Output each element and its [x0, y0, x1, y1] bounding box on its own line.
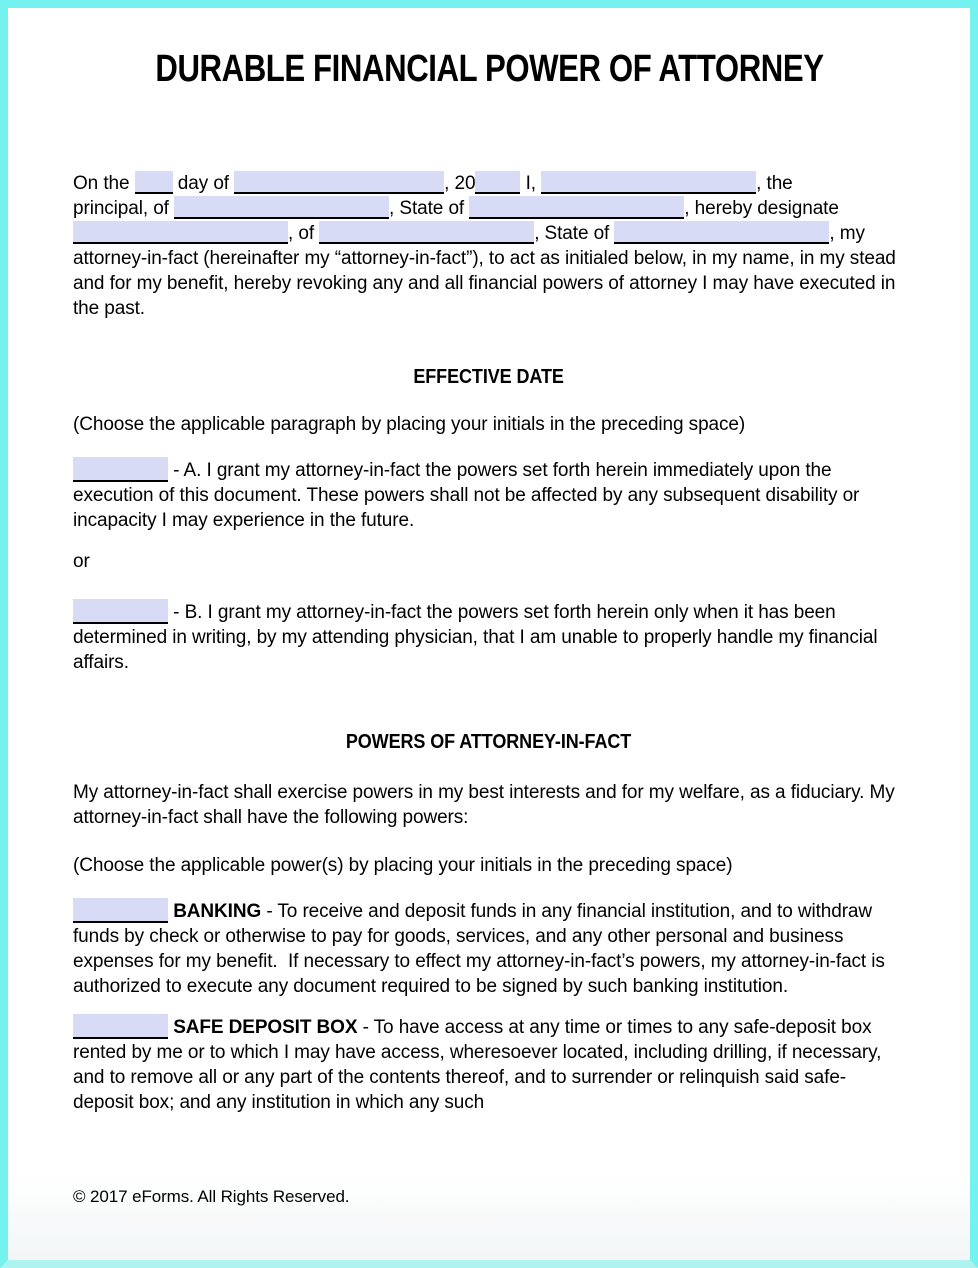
option-a-paragraph	[73, 457, 905, 533]
principal-name-field[interactable]	[541, 171, 756, 194]
powers-instruction: (Choose the applicable power(s) by placing your initials in the preceding space)	[73, 855, 733, 876]
option-a-initials-field[interactable]	[73, 457, 168, 482]
month-field[interactable]	[234, 171, 444, 194]
document-body	[8, 8, 970, 1260]
document-title-text: DURABLE FINANCIAL POWER OF ATTORNEY	[154, 48, 824, 90]
powers-intro: My attorney-in-fact shall exercise powers in my best interests and for my welfare, as a fiduciary. My attorney-in-fact shall have the following powers:	[73, 782, 900, 828]
safe-deposit-initials-field[interactable]	[73, 1014, 168, 1039]
effective-date-instruction: (Choose the applicable paragraph by placing your initials in the preceding space)	[73, 414, 746, 435]
banking-label: BANKING	[173, 901, 262, 922]
safe-deposit-paragraph	[73, 1014, 905, 1115]
option-a-text: - A. I grant my attorney-in-fact the powers set forth herein immediately upon the execution of this document. These powers shall not be affected by any subsequent disability or incapacity I may experience in the future.	[73, 460, 865, 531]
copyright-footer: © 2017 eForms. All Rights Reserved.	[73, 1187, 350, 1206]
option-b-initials-field[interactable]	[73, 599, 168, 624]
day-field[interactable]	[135, 171, 173, 194]
opening-line-2: principal, of , State of , hereby designate	[73, 198, 839, 219]
agent-name-field[interactable]	[73, 221, 288, 244]
year-field[interactable]	[475, 171, 520, 194]
safe-deposit-text: - To have access at any time or times to any safe-deposit box rented by me or to which I may have access, wheresoever located, including drilling, if necessary, and to remove all or any part of the contents thereof, and to surrender or relinquish said safe-deposit box; and any institution in which any such	[73, 1017, 887, 1113]
banking-text: - To receive and deposit funds in any financial institution, and to withdraw funds by check or otherwise to pay for goods, services, and any other personal and business expenses for my benefit. If necessary to effect my attorney-in-fact’s powers, my attorney-in-fact is authorized to execute any document required to be signed by such banking institution.	[73, 901, 890, 997]
opening-continuation: attorney-in-fact (hereinafter my “attorney-in-fact”), to act as initialed below, in my name, in my stead and for my benefit, hereby revoking any and all financial powers of attorney I may have executed in the past.	[73, 248, 901, 319]
powers-heading: POWERS OF ATTORNEY-IN-FACT	[346, 731, 632, 753]
opening-line-1: On the day of , 20 I, , the	[73, 173, 793, 194]
safe-deposit-label: SAFE DEPOSIT BOX	[173, 1017, 358, 1038]
agent-state-field[interactable]	[614, 221, 829, 244]
principal-state-field[interactable]	[469, 196, 684, 219]
banking-initials-field[interactable]	[73, 898, 168, 923]
opening-paragraph	[73, 171, 905, 321]
or-label: or	[73, 551, 90, 572]
agent-city-field[interactable]	[319, 221, 534, 244]
opening-line-3: , of , State of , my	[73, 221, 905, 246]
principal-city-field[interactable]	[174, 196, 389, 219]
option-b-paragraph	[73, 599, 905, 675]
option-b-text: - B. I grant my attorney-in-fact the powers set forth herein only when it has been determined in writing, by my attending physician, that I am unable to properly handle my financial affairs.	[73, 602, 883, 673]
effective-date-heading: EFFECTIVE DATE	[413, 366, 565, 388]
document-title	[73, 50, 905, 88]
banking-paragraph	[73, 898, 905, 999]
